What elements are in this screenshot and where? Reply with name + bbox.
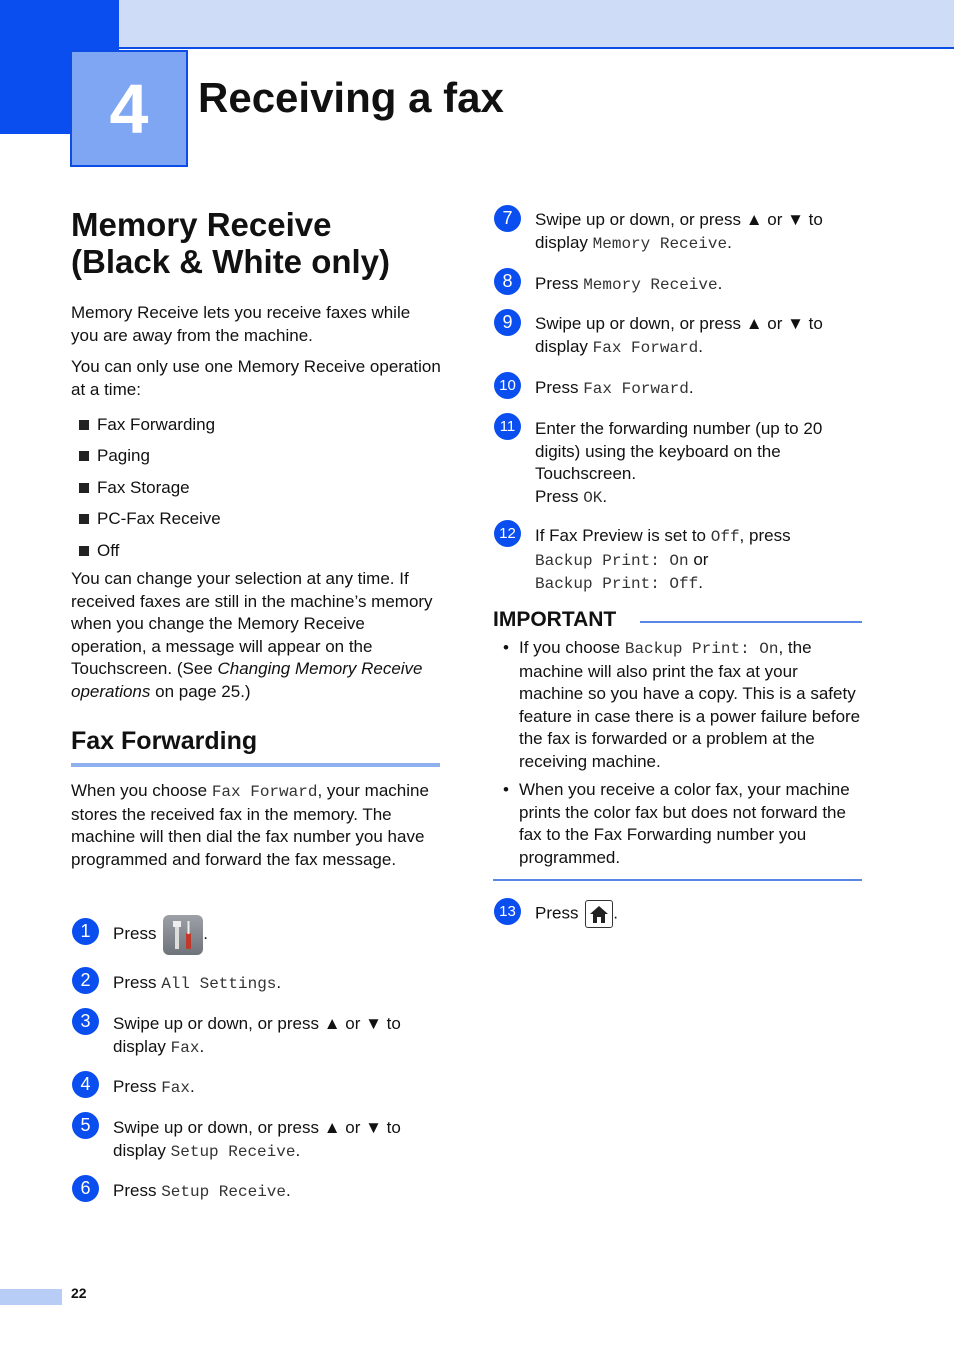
step-text: or xyxy=(688,549,709,569)
step-5 xyxy=(113,1117,433,1163)
step-number-badge: 11 xyxy=(494,413,521,440)
step-text: . xyxy=(698,573,703,592)
step-text: Press xyxy=(535,486,584,506)
options-list xyxy=(79,409,221,567)
step-text: Swipe up or down, or press ▲ or ▼ to display xyxy=(535,210,823,252)
code-text: Off xyxy=(710,528,740,546)
option-label: Paging xyxy=(97,446,150,466)
step-text: . xyxy=(688,378,694,397)
bullet-dot-icon: • xyxy=(503,638,509,657)
step-text: Swipe up or down, or press ▲ or ▼ to display xyxy=(113,1118,401,1160)
step-text: Press xyxy=(535,378,584,397)
paragraph-text: on page 25.) xyxy=(150,681,251,701)
list-item xyxy=(79,535,221,567)
code-text: Setup Receive xyxy=(161,1183,287,1201)
step-13 xyxy=(535,900,618,928)
step-text: Press xyxy=(113,973,162,992)
fax-forwarding-heading: Fax Forwarding xyxy=(71,727,258,755)
step-number-badge: 13 xyxy=(494,898,521,925)
code-text: Fax Forward xyxy=(211,783,318,801)
square-bullet-icon xyxy=(79,451,89,461)
step-text: . xyxy=(717,274,723,293)
step-number-badge: 2 xyxy=(72,967,99,994)
step-text: . xyxy=(203,924,208,943)
paragraph-text: , the machine will also print the fax at your machine so you have a copy. This is a safety feature in case there is a power failure before the fax is forwarded or a problem at the receiving machine. xyxy=(519,638,861,771)
square-bullet-icon xyxy=(79,483,89,493)
step-number-badge: 5 xyxy=(72,1112,99,1139)
chapter-number-box xyxy=(70,50,188,167)
step-number-badge: 8 xyxy=(494,268,521,295)
home-icon[interactable] xyxy=(585,900,613,928)
list-item xyxy=(79,409,221,441)
fax-forwarding-paragraph xyxy=(71,780,441,871)
heading-underline xyxy=(71,763,440,767)
section-title-line2: (Black & White only) xyxy=(71,243,391,280)
step-text: . xyxy=(199,1036,205,1056)
page-number: 22 xyxy=(71,1285,87,1301)
chapter-title: Receiving a fax xyxy=(198,74,504,121)
step-text: . xyxy=(286,1181,291,1200)
step-9 xyxy=(535,313,855,359)
footer-tab xyxy=(0,1289,62,1305)
step-number-badge: 6 xyxy=(72,1175,99,1202)
step-text: Swipe up or down, or press ▲ or ▼ to display xyxy=(113,1014,401,1056)
chapter-number: 4 xyxy=(109,69,149,148)
important-item-1 xyxy=(503,637,864,772)
important-heading: IMPORTANT xyxy=(493,608,617,631)
bullet-dot-icon: • xyxy=(503,780,509,799)
tools-icon[interactable] xyxy=(163,915,203,955)
step-text: . xyxy=(613,903,618,923)
step-text: . xyxy=(276,973,282,992)
list-item xyxy=(79,504,221,536)
important-item-2 xyxy=(503,779,864,871)
header-bar xyxy=(119,0,954,49)
step-12 xyxy=(535,525,855,596)
step-text: Press xyxy=(113,1077,162,1096)
step-number-badge: 3 xyxy=(72,1008,99,1035)
code-text: Backup Print: Off xyxy=(535,575,699,593)
step-text: If Fax Preview is set to xyxy=(535,526,711,545)
step-text: Press xyxy=(113,924,157,943)
section-title xyxy=(71,206,390,280)
step-2 xyxy=(113,972,281,996)
section-title-line1: Memory Receive xyxy=(71,206,332,243)
code-text: Backup Print: On xyxy=(624,640,779,658)
square-bullet-icon xyxy=(79,420,89,430)
step-number-badge: 4 xyxy=(72,1071,99,1098)
step-text: , press xyxy=(739,526,791,545)
option-label: PC-Fax Receive xyxy=(97,509,221,529)
cross-reference-link[interactable]: Changing Memory Receive operations xyxy=(71,659,423,701)
step-text: . xyxy=(602,486,608,506)
step-text: . xyxy=(727,232,732,252)
code-text: OK xyxy=(583,488,603,507)
paragraph-text: When you choose xyxy=(71,781,212,800)
step-4 xyxy=(113,1076,195,1100)
step-text: Press xyxy=(113,1181,162,1200)
step-number-badge: 1 xyxy=(72,918,99,945)
code-text: Fax xyxy=(170,1038,200,1057)
square-bullet-icon xyxy=(79,546,89,556)
step-11 xyxy=(535,418,845,509)
code-text: Fax Forward xyxy=(592,338,699,357)
option-label: Fax Forwarding xyxy=(97,414,216,434)
list-item xyxy=(79,441,221,473)
step-6 xyxy=(113,1180,291,1204)
step-1 xyxy=(113,914,208,955)
important-rule-bottom xyxy=(493,879,862,881)
step-number-badge: 9 xyxy=(494,309,521,336)
list-item xyxy=(79,472,221,504)
step-text: Swipe up or down, or press ▲ or ▼ to display xyxy=(535,314,823,356)
code-text: All Settings xyxy=(161,975,277,993)
step-8 xyxy=(535,273,722,297)
option-label: Off xyxy=(97,540,120,560)
option-label: Fax Storage xyxy=(97,477,190,497)
paragraph-text: If you choose xyxy=(519,638,625,657)
important-text xyxy=(519,637,864,773)
code-text: Memory Receive xyxy=(592,234,728,253)
paragraph-text: , your machine stores the received fax in the memory. The machine will then dial the fax number you have programmed and forward the fax message. xyxy=(71,781,429,869)
step-text: Enter the forwarding number (up to 20 digits) using the keyboard on the Touchscreen. xyxy=(535,419,823,483)
code-text: Setup Receive xyxy=(170,1142,296,1161)
step-text: Press xyxy=(535,274,584,293)
step-text: . xyxy=(190,1077,195,1096)
square-bullet-icon xyxy=(79,514,89,524)
intro-paragraph-1: Memory Receive lets you receive faxes while you are away from the machine. xyxy=(71,303,411,345)
code-text: Backup Print: On xyxy=(535,551,689,570)
code-text: Memory Receive xyxy=(583,276,718,294)
paragraph-text: You can change your selection at any time. If received faxes are still in the machine’s memory when you change the Memory Receive operation, a message will appear on the Touchscreen. (See xyxy=(71,569,433,678)
intro-paragraph-2: You can only use one Memory Receive operation at a time: xyxy=(71,357,441,399)
step-number-badge: 12 xyxy=(494,520,521,547)
intro-paragraph-3 xyxy=(71,568,443,703)
step-10 xyxy=(535,377,694,401)
step-text: Press xyxy=(535,903,579,923)
step-number-badge: 7 xyxy=(494,205,521,232)
code-text: Fax xyxy=(161,1079,190,1097)
step-number-badge: 10 xyxy=(494,372,521,399)
important-rule-top xyxy=(640,621,862,623)
step-7 xyxy=(535,209,855,255)
step-text: . xyxy=(698,336,703,356)
important-text: When you receive a color fax, your machine prints the color fax but does not forward the fax to the Fax Forwarding number you programmed. xyxy=(519,780,850,867)
code-text: Fax Forward xyxy=(583,380,689,398)
step-3 xyxy=(113,1013,433,1059)
step-text: . xyxy=(295,1140,301,1160)
